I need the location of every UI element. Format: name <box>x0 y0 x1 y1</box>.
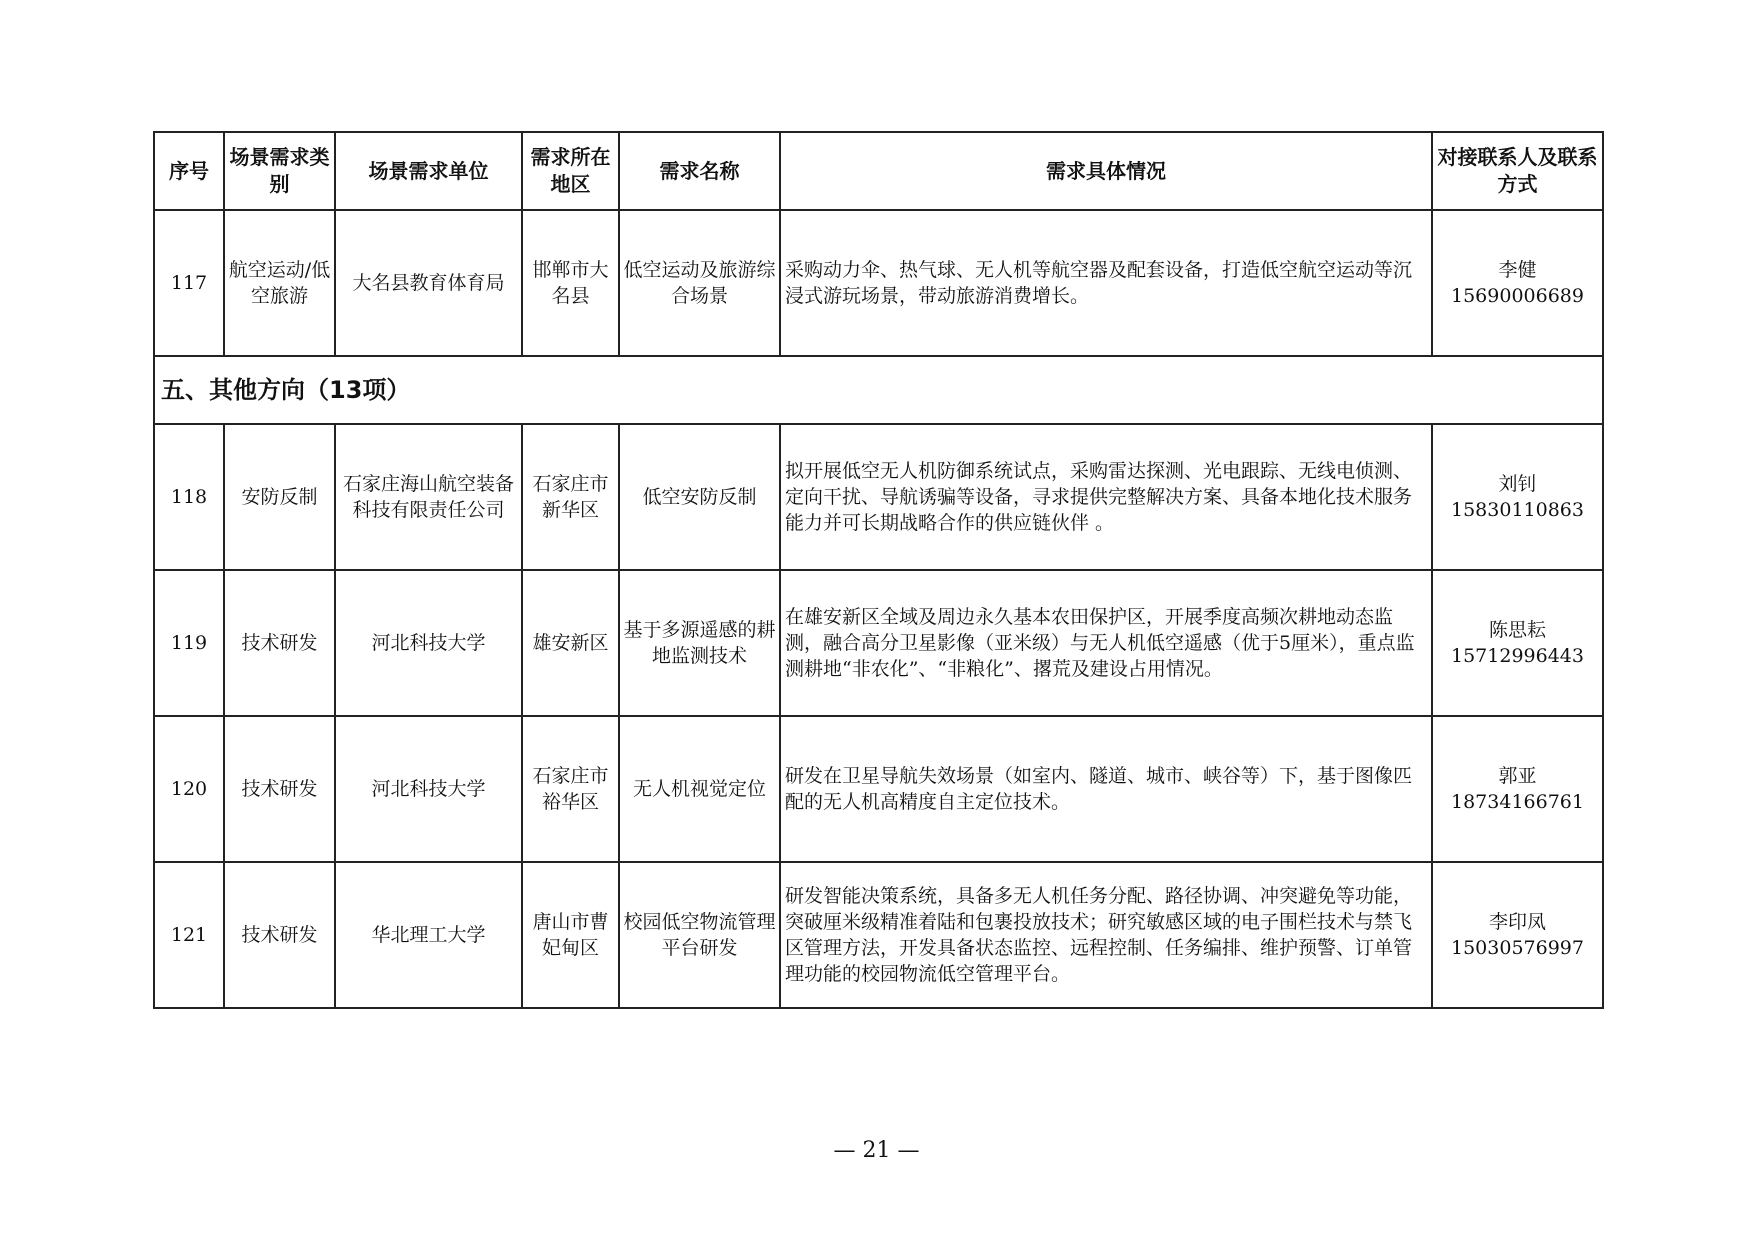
cell-no: 121 <box>154 862 224 1008</box>
cell-detail: 研发在卫星导航失效场景（如室内、隧道、城市、峡谷等）下，基于图像匹配的无人机高精度自主定位技术。 <box>780 716 1432 862</box>
header-detail: 需求具体情况 <box>780 132 1432 210</box>
contact-phone: 15830110863 <box>1451 499 1584 521</box>
cell-category: 技术研发 <box>224 570 335 716</box>
cell-detail: 采购动力伞、热气球、无人机等航空器及配套设备，打造低空航空运动等沉浸式游玩场景，带动旅游消费增长。 <box>780 210 1432 356</box>
demand-table <box>153 131 1604 1009</box>
cell-no: 119 <box>154 570 224 716</box>
contact-name: 李印凤 <box>1488 911 1546 933</box>
header-category: 场景需求类别 <box>224 132 335 210</box>
cell-name: 基于多源遥感的耕地监测技术 <box>619 570 780 716</box>
cell-region: 雄安新区 <box>522 570 619 716</box>
cell-contact <box>1432 716 1603 862</box>
header-no: 序号 <box>154 132 224 210</box>
cell-detail: 研发智能决策系统，具备多无人机任务分配、路径协调、冲突避免等功能，突破厘米级精准着陆和包裹投放技术；研究敏感区域的电子围栏技术与禁飞区管理方法，开发具备状态监控、远程控制、任务编排、维护预警、订单管理功能的校园物流低空管理平台。 <box>780 862 1432 1008</box>
contact-name: 郭亚 <box>1498 765 1537 787</box>
header-unit: 场景需求单位 <box>335 132 522 210</box>
cell-name: 低空运动及旅游综合场景 <box>619 210 780 356</box>
table-row <box>154 210 1603 356</box>
cell-category: 技术研发 <box>224 716 335 862</box>
cell-name: 无人机视觉定位 <box>619 716 780 862</box>
table-row <box>154 862 1603 1008</box>
cell-unit: 河北科技大学 <box>335 716 522 862</box>
cell-name: 低空安防反制 <box>619 424 780 570</box>
contact-name: 陈思耘 <box>1488 619 1546 641</box>
header-region: 需求所在地区 <box>522 132 619 210</box>
cell-category: 航空运动/低空旅游 <box>224 210 335 356</box>
cell-region: 唐山市曹妃甸区 <box>522 862 619 1008</box>
table-row <box>154 424 1603 570</box>
cell-unit: 石家庄海山航空装备科技有限责任公司 <box>335 424 522 570</box>
table-row <box>154 716 1603 862</box>
contact-phone: 15712996443 <box>1451 645 1584 667</box>
section-row <box>154 356 1603 424</box>
page-number: — 21 — <box>833 1138 920 1163</box>
cell-contact <box>1432 570 1603 716</box>
cell-contact <box>1432 424 1603 570</box>
cell-category: 技术研发 <box>224 862 335 1008</box>
cell-unit: 华北理工大学 <box>335 862 522 1008</box>
cell-region: 石家庄市裕华区 <box>522 716 619 862</box>
table-header-row <box>154 132 1603 210</box>
contact-name: 刘钊 <box>1498 473 1537 495</box>
cell-detail: 在雄安新区全域及周边永久基本农田保护区，开展季度高频次耕地动态监测，融合高分卫星影像（亚米级）与无人机低空遥感（优于5厘米），重点监测耕地“非农化”、“非粮化”、撂荒及建设占用情况。 <box>780 570 1432 716</box>
cell-name: 校园低空物流管理平台研发 <box>619 862 780 1008</box>
contact-phone: 18734166761 <box>1451 791 1584 813</box>
cell-no: 117 <box>154 210 224 356</box>
cell-contact <box>1432 862 1603 1008</box>
contact-phone: 15030576997 <box>1451 937 1584 959</box>
cell-no: 118 <box>154 424 224 570</box>
cell-region: 邯郸市大名县 <box>522 210 619 356</box>
contact-name: 李健 <box>1498 259 1537 281</box>
section-title: 五、其他方向（13项） <box>154 356 1603 424</box>
cell-category: 安防反制 <box>224 424 335 570</box>
contact-phone: 15690006689 <box>1451 285 1584 307</box>
cell-no: 120 <box>154 716 224 862</box>
cell-detail: 拟开展低空无人机防御系统试点，采购雷达探测、光电跟踪、无线电侦测、定向干扰、导航诱骗等设备，寻求提供完整解决方案、具备本地化技术服务能力并可长期战略合作的供应链伙伴 。 <box>780 424 1432 570</box>
cell-unit: 河北科技大学 <box>335 570 522 716</box>
cell-region: 石家庄市新华区 <box>522 424 619 570</box>
cell-contact <box>1432 210 1603 356</box>
table-row <box>154 570 1603 716</box>
header-contact: 对接联系人及联系方式 <box>1432 132 1603 210</box>
header-name: 需求名称 <box>619 132 780 210</box>
cell-unit: 大名县教育体育局 <box>335 210 522 356</box>
